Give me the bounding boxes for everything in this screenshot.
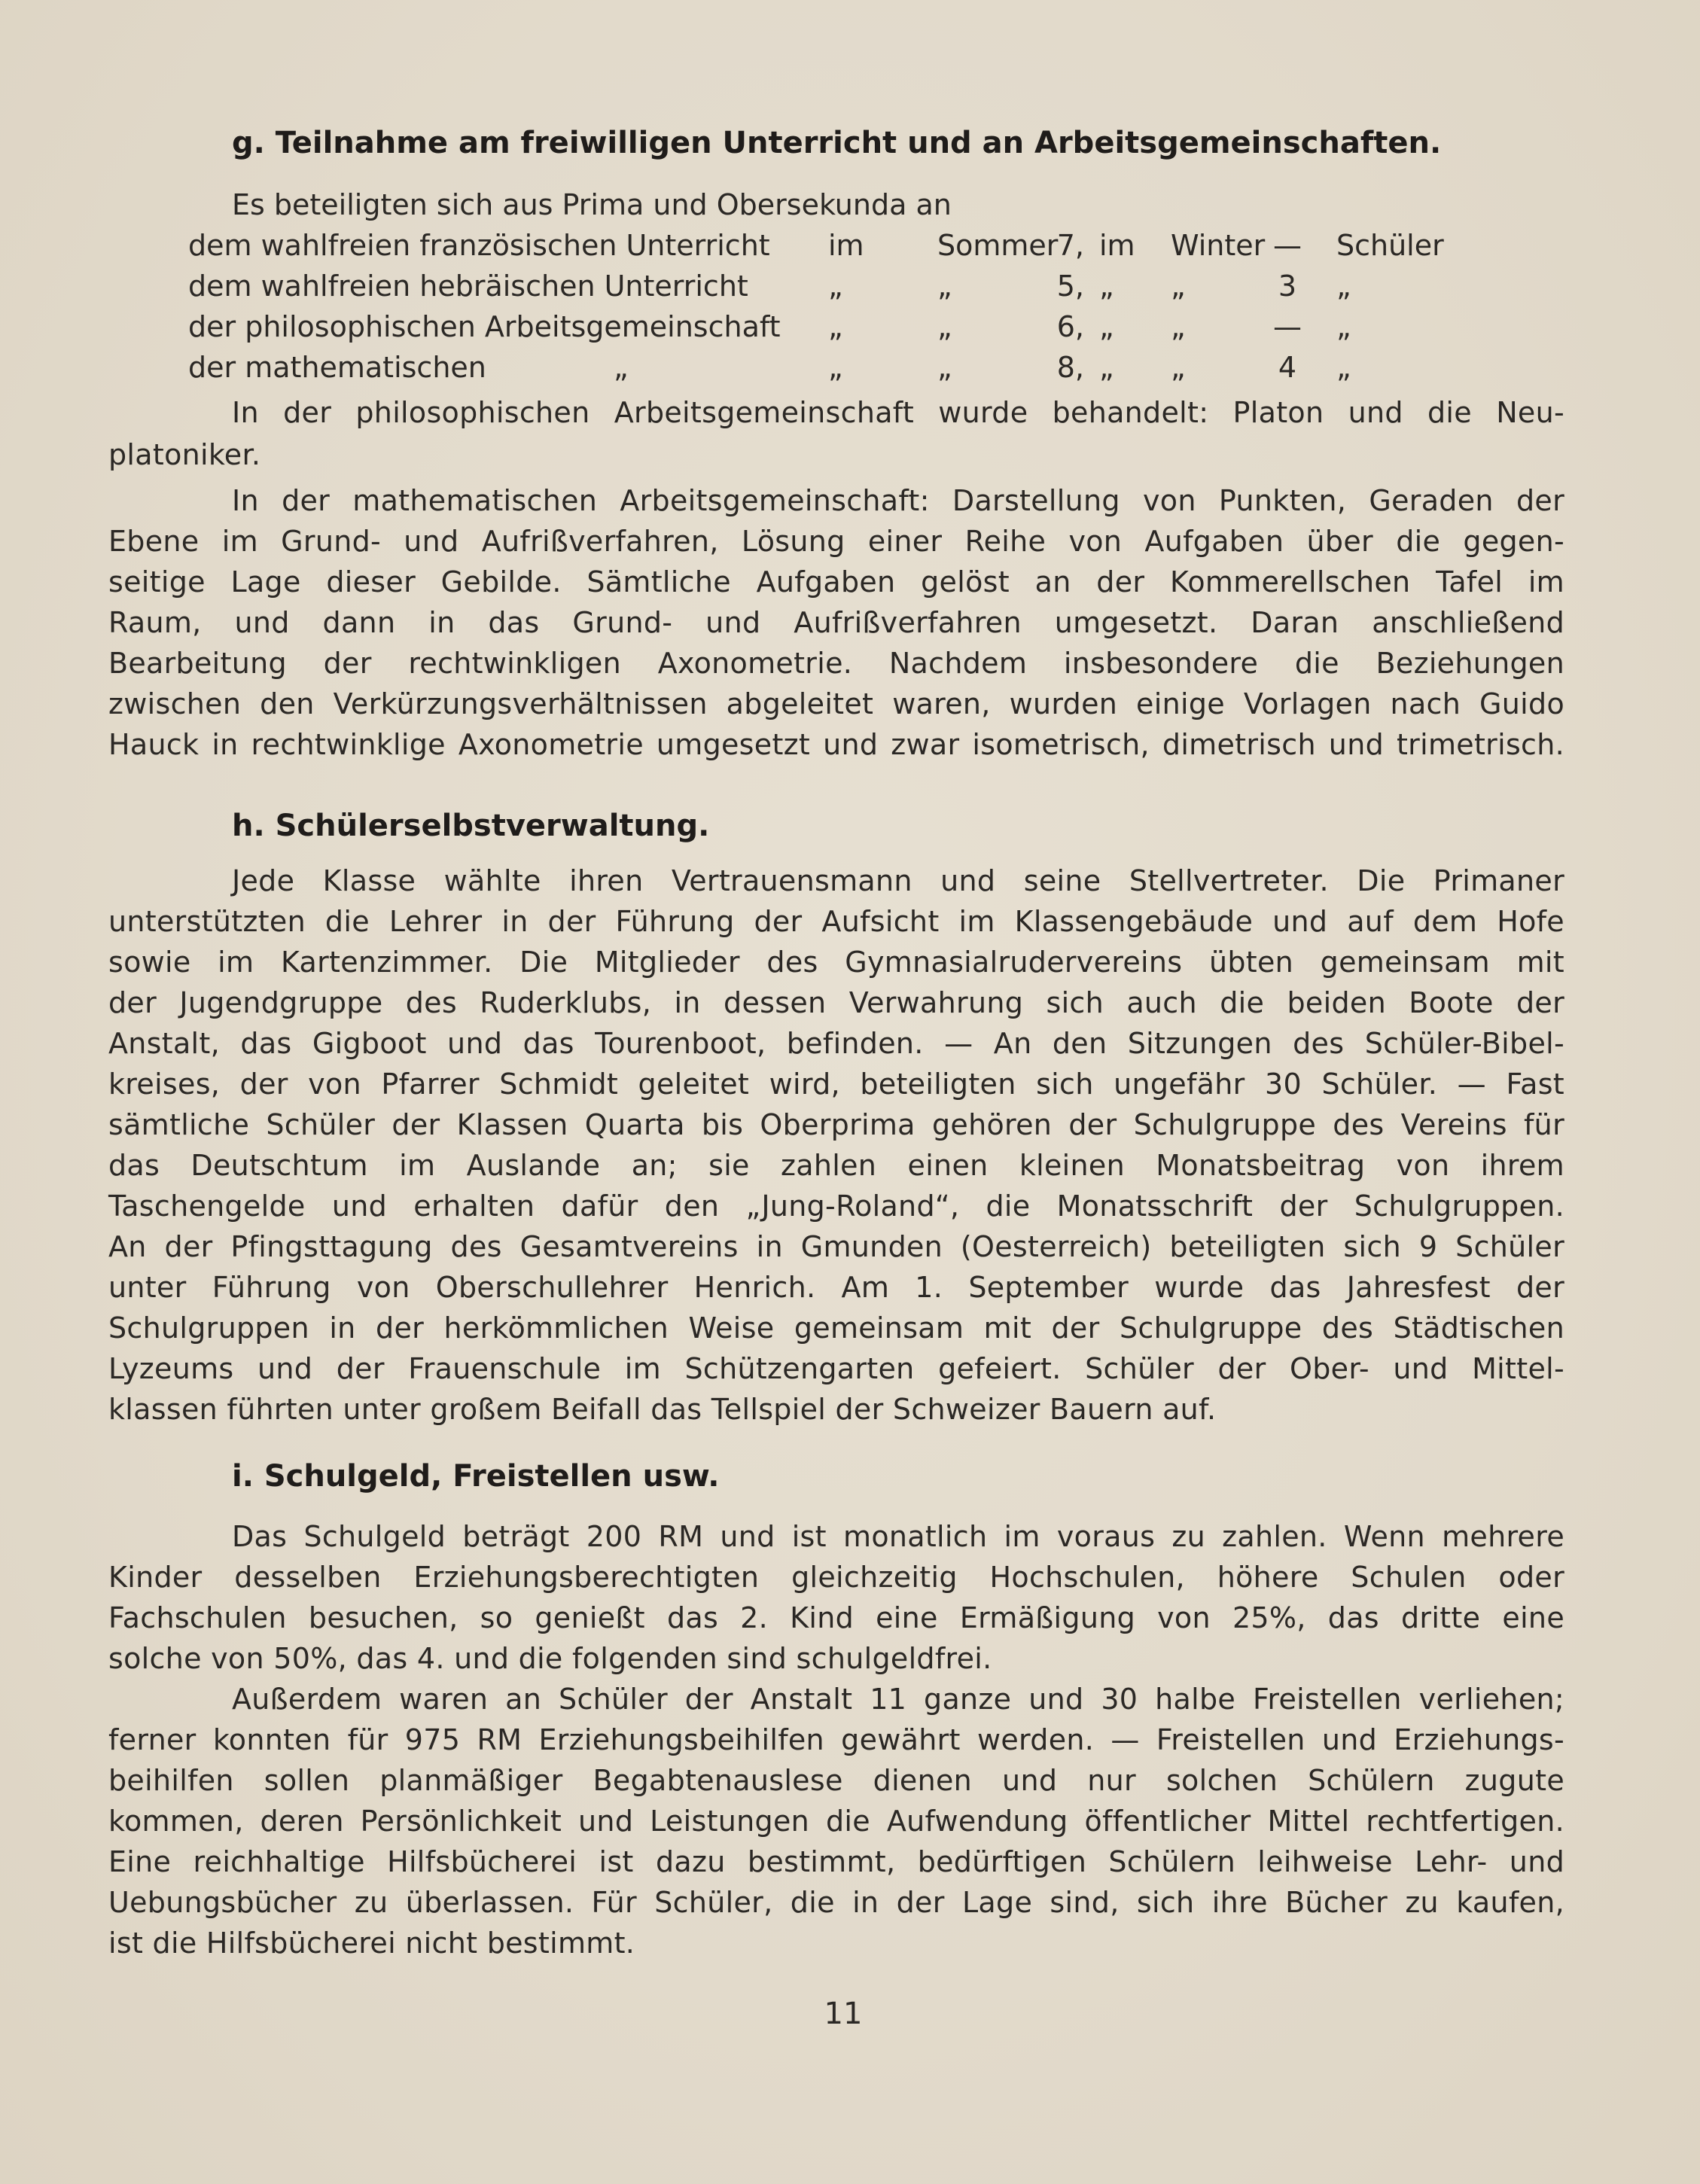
row-col-e: „: [1336, 270, 1351, 303]
participation-row: [188, 347, 1483, 388]
row-summer-count: 7,: [1056, 229, 1084, 262]
paragraph-line: Raum, und dann in das Grund- und Aufrißverfahren umgesetzt. Daran anschließend: [108, 606, 1564, 639]
paragraph-line: unter Führung von Oberschullehrer Henrich. Am 1. September wurde das Jahresfest der: [108, 1271, 1564, 1304]
row-col-c: „: [1099, 351, 1114, 384]
row-col-c: „: [1099, 270, 1114, 303]
participation-row: [188, 225, 1483, 266]
paragraph-line: unterstützten die Lehrer in der Führung der Aufsicht im Klassengebäude und auf dem Hofe: [108, 905, 1564, 938]
row-col-b: Sommer: [937, 229, 1059, 262]
paragraph-line: ferner konnten für 975 RM Erziehungsbeihilfen gewährt werden. — Freistellen und Erziehungs-: [108, 1723, 1564, 1756]
paragraph-line: Lyzeums und der Frauenschule im Schützengarten gefeiert. Schüler der Ober- und Mittel-: [108, 1352, 1564, 1385]
row-label: dem wahlfreien französischen Unterricht: [188, 229, 770, 262]
participation-row: [188, 306, 1483, 347]
paragraph-line: Schulgruppen in der herkömmlichen Weise gemeinsam mit der Schulgruppe des Städtischen: [108, 1311, 1564, 1345]
paragraph-line: An der Pfingsttagung des Gesamtvereins in Gmunden (Oesterreich) beteiligten sich 9 Schüler: [108, 1230, 1564, 1263]
row-col-d: „: [1171, 310, 1186, 343]
paragraph-line: kreises, der von Pfarrer Schmidt geleitet wird, beteiligten sich ungefähr 30 Schüler. — Fast: [108, 1068, 1564, 1101]
paragraph-line: Außerdem waren an Schüler der Anstalt 11 ganze und 30 halbe Freistellen verliehen;: [232, 1683, 1564, 1716]
row-col-d: „: [1171, 351, 1186, 384]
paragraph-line: sämtliche Schüler der Klassen Quarta bis Oberprima gehören der Schulgruppe des Vereins für: [108, 1108, 1564, 1141]
participation-row: [188, 266, 1483, 306]
paragraph-line: Taschengelde und erhalten dafür den „Jung-Roland“, die Monatsschrift der Schulgruppen.: [108, 1189, 1564, 1223]
paragraph-line: sowie im Kartenzimmer. Die Mitglieder des Gymnasialrudervereins übten gemeinsam mit: [108, 946, 1564, 979]
paragraph-line: seitige Lage dieser Gebilde. Sämtliche Aufgaben gelöst an der Kommerellschen Tafel im: [108, 565, 1564, 599]
paragraph-line: zwischen den Verkürzungsverhältnissen abgeleitet waren, wurden einige Vorlagen nach Guido: [108, 687, 1564, 720]
paragraph-line: In der philosophischen Arbeitsgemeinschaft wurde behandelt: Platon und die Neu-: [232, 396, 1564, 429]
paragraph-line: Bearbeitung der rechtwinkligen Axonometrie. Nachdem insbesondere die Beziehungen: [108, 647, 1564, 680]
paragraph-line: das Deutschtum im Auslande an; sie zahlen einen kleinen Monatsbeitrag von ihrem: [108, 1149, 1564, 1182]
row-col-c: „: [1099, 310, 1114, 343]
row-col-e: „: [1336, 310, 1351, 343]
paragraph-line: In der mathematischen Arbeitsgemeinschaft: Darstellung von Punkten, Geraden der: [232, 484, 1564, 517]
row-col-b: „: [937, 351, 952, 384]
paragraph-line: Fachschulen besuchen, so genießt das 2. Kind eine Ermäßigung von 25%, das dritte eine: [108, 1601, 1564, 1634]
paragraph-line: der Jugendgruppe des Ruderklubs, in dessen Verwahrung sich auch die beiden Boote der: [108, 986, 1564, 1019]
paragraph-line: Anstalt, das Gigboot und das Tourenboot, befinden. — An den Sitzungen des Schüler-Bibel-: [108, 1027, 1564, 1060]
row-col-a: „: [828, 351, 843, 384]
paragraph-line: Ebene im Grund- und Aufrißverfahren, Lösung einer Reihe von Aufgaben über die gegen-: [108, 525, 1564, 558]
row-col-d: Winter: [1171, 229, 1266, 262]
row-col-e: Schüler: [1336, 229, 1444, 262]
row-col-d: „: [1171, 270, 1186, 303]
row-winter-count: 4: [1278, 351, 1297, 384]
row-winter-count: 3: [1278, 270, 1297, 303]
paragraph-line: platoniker.: [108, 438, 261, 471]
page-number: 11: [824, 1997, 863, 2031]
row-col-a: „: [828, 270, 843, 303]
section-g-heading: g. Teilnahme am freiwilligen Unterricht und an Arbeitsgemeinschaften.: [232, 126, 1442, 160]
paragraph-line: Kinder desselben Erziehungsberechtigten gleichzeitig Hochschulen, höhere Schulen oder: [108, 1561, 1564, 1594]
row-summer-count: 6,: [1056, 310, 1084, 343]
paragraph-line: Uebungsbücher zu überlassen. Für Schüler, die in der Lage sind, sich ihre Bücher zu kaufen,: [108, 1886, 1564, 1919]
paragraph-line: kommen, deren Persönlichkeit und Leistungen die Aufwendung öffentlicher Mittel rechtfertigen.: [108, 1805, 1564, 1838]
row-label: der mathematischen „: [188, 351, 629, 384]
paragraph-line: Jede Klasse wählte ihren Vertrauensmann und seine Stellvertreter. Die Primaner: [232, 864, 1564, 897]
paragraph-line: solche von 50%, das 4. und die folgenden sind schulgeldfrei.: [108, 1642, 992, 1675]
row-winter-count: —: [1273, 229, 1302, 262]
row-col-b: „: [937, 310, 952, 343]
row-col-a: im: [828, 229, 864, 262]
row-winter-count: —: [1273, 310, 1302, 343]
row-summer-count: 5,: [1056, 270, 1084, 303]
section-g-intro: Es beteiligten sich aus Prima und Obersekunda an: [232, 188, 952, 221]
paragraph-line: Hauck in rechtwinklige Axonometrie umgesetzt und zwar isometrisch, dimetrisch und trimetrisch.: [108, 728, 1564, 761]
row-col-e: „: [1336, 351, 1351, 384]
paragraph-line: klassen führten unter großem Beifall das Tellspiel der Schweizer Bauern auf.: [108, 1393, 1217, 1426]
paragraph-line: Eine reichhaltige Hilfsbücherei ist dazu bestimmt, bedürftigen Schülern leihweise Lehr- und: [108, 1845, 1564, 1878]
row-col-c: im: [1099, 229, 1135, 262]
paragraph-line: ist die Hilfsbücherei nicht bestimmt.: [108, 1927, 635, 1960]
section-h-heading: h. Schülerselbstverwaltung.: [232, 809, 710, 843]
paragraph-line: beihilfen sollen planmäßiger Begabtenauslese dienen und nur solchen Schülern zugute: [108, 1764, 1564, 1797]
row-label: dem wahlfreien hebräischen Unterricht: [188, 270, 748, 303]
row-label: der philosophischen Arbeitsgemeinschaft: [188, 310, 781, 343]
paragraph-line: Das Schulgeld beträgt 200 RM und ist monatlich im voraus zu zahlen. Wenn mehrere: [232, 1520, 1564, 1553]
row-summer-count: 8,: [1056, 351, 1084, 384]
section-i-heading: i. Schulgeld, Freistellen usw.: [232, 1459, 720, 1494]
row-col-b: „: [937, 270, 952, 303]
row-col-a: „: [828, 310, 843, 343]
